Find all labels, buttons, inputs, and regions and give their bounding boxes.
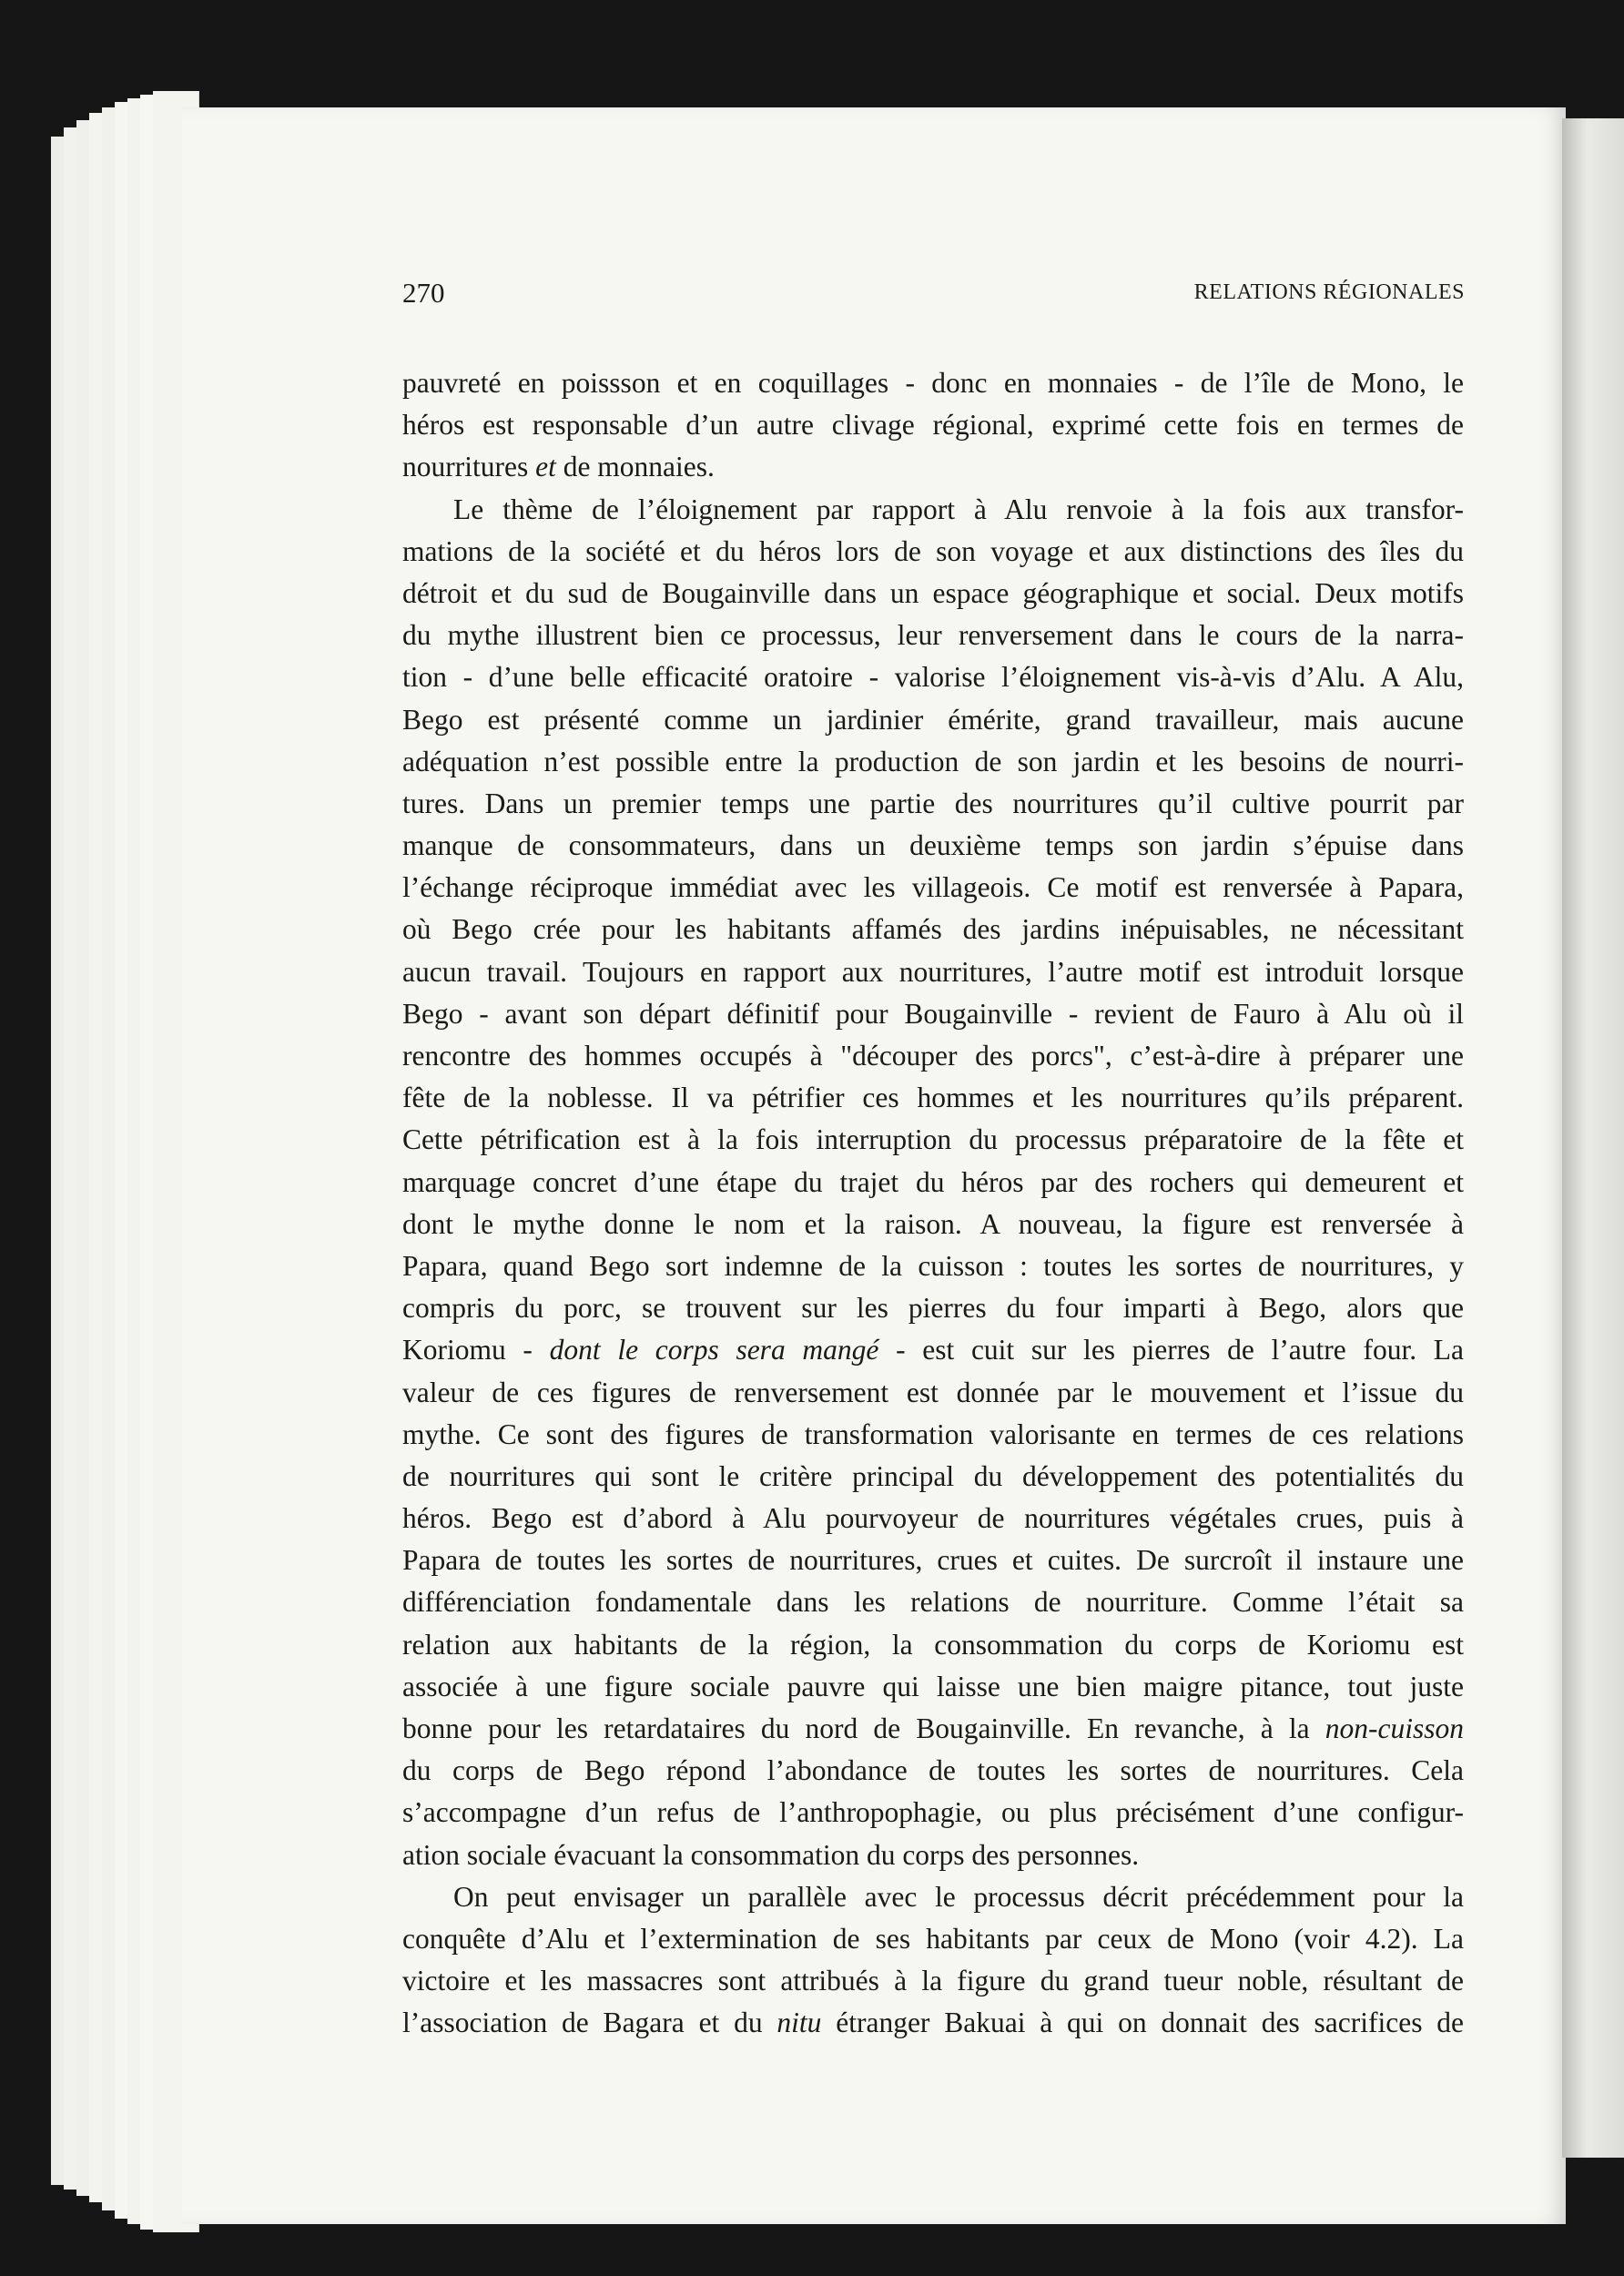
text-line: Cette pétrification est à la fois interruption du processus préparatoire de la fête et	[402, 1123, 1464, 1156]
text-line: Bego - avant son départ définitif pour Bougainville - revient de Fauro à Alu où il	[402, 997, 1464, 1030]
text-line: du corps de Bego répond l’abondance de toutes les sortes de nourritures. Cela	[402, 1754, 1464, 1787]
text-line: compris du porc, se trouvent sur les pierres du four imparti à Bego, alors que	[402, 1292, 1464, 1325]
text-line: marquage concret d’une étape du trajet du héros par des rochers qui demeurent et	[402, 1165, 1464, 1198]
text-line: dont le mythe donne le nom et la raison. A nouveau, la figure est renversée à	[402, 1207, 1464, 1240]
italic-word: et	[535, 451, 556, 483]
text-line: bonne pour les retardataires du nord de Bougainville. En revanche, à la non-cuisson	[402, 1712, 1464, 1744]
text-line: On peut envisager un parallèle avec le processus décrit précédemment pour la	[453, 1880, 1464, 1913]
text-line: héros est responsable d’un autre clivage régional, exprimé cette fois en termes de	[402, 409, 1464, 442]
text-line: tion - d’une belle efficacité oratoire - valorise l’éloignement vis-à-vis d’Alu. A Alu,	[402, 661, 1464, 694]
text-line: Bego est présenté comme un jardinier émérite, grand travailleur, mais aucune	[402, 703, 1464, 736]
italic-phrase: dont le corps sera mangé	[549, 1334, 879, 1367]
text-line: aucun travail. Toujours en rapport aux nourritures, l’autre motif est introduit lorsque	[402, 955, 1464, 988]
text-line: de nourritures qui sont le critère principal du développement des potentialités du	[402, 1459, 1464, 1492]
text-line: valeur de ces figures de renversement est donnée par le mouvement et l’issue du	[402, 1376, 1464, 1408]
italic-word: non-cuisson	[1325, 1712, 1464, 1744]
text-line: l’association de Bagara et du nitu étranger Bakuai à qui on donnait des sacrifices de	[402, 2007, 1464, 2039]
text-line: s’accompagne d’un refus de l’anthropophagie, ou plus précisément d’une configur-	[402, 1796, 1464, 1829]
text-line: relation aux habitants de la région, la consommation du corps de Koriomu est	[402, 1628, 1464, 1661]
text-line: tures. Dans un premier temps une partie des nourritures qu’il cultive pourrit par	[402, 787, 1464, 819]
text-line: mations de la société et du héros lors de son voyage et aux distinctions des îles du	[402, 534, 1464, 567]
text-line: ation sociale évacuant la consommation du corps des personnes.	[402, 1838, 1140, 1871]
text-line: différenciation fondamentale dans les relations de nourriture. Comme l’était sa	[402, 1586, 1464, 1619]
text-line: où Bego crée pour les habitants affamés des jardins inépuisables, ne nécessitant	[402, 913, 1464, 946]
text-line: fête de la noblesse. Il va pétrifier ces hommes et les nourritures qu’ils préparent.	[402, 1082, 1464, 1114]
text-line: adéquation n’est possible entre la production de son jardin et les besoins de nourri-	[402, 745, 1464, 777]
page-number: 270	[402, 277, 445, 309]
text-line: l’échange réciproque immédiat avec les villageois. Ce motif est renversée à Papara,	[402, 871, 1464, 904]
text-line: Koriomu - dont le corps sera mangé - est cuit sur les pierres de l’autre four. La	[402, 1334, 1464, 1367]
text-line: détroit et du sud de Bougainville dans un espace géographique et social. Deux motifs	[402, 576, 1464, 609]
text-line: nourritures et de monnaies.	[402, 451, 715, 483]
italic-word: nitu	[776, 2007, 822, 2039]
text-line: rencontre des hommes occupés à "découper des porcs", c’est-à-dire à préparer une	[402, 1040, 1464, 1072]
facing-page-edge	[1562, 118, 1624, 2158]
text-line: Le thème de l’éloignement par rapport à Alu renvoie à la fois aux transfor-	[453, 493, 1464, 525]
text-line: victoire et les massacres sont attribués à la figure du grand tueur noble, résultant de	[402, 1965, 1464, 1997]
running-header	[0, 277, 1624, 313]
text-line: pauvreté en poissson et en coquillages - donc en monnaies - de l’île de Mono, le	[402, 367, 1464, 399]
body-text	[402, 362, 1464, 2045]
text-line: Papara, quand Bego sort indemne de la cuisson : toutes les sortes de nourritures, y	[402, 1249, 1464, 1282]
text-line: du mythe illustrent bien ce processus, leur renversement dans le cours de la narra-	[402, 619, 1464, 652]
chapter-title: RELATIONS RÉGIONALES	[1193, 280, 1465, 304]
text-line: mythe. Ce sont des figures de transformation valorisante en termes de ces relations	[402, 1417, 1464, 1450]
text-line: associée à une figure sociale pauvre qui laisse une bien maigre pitance, tout juste	[402, 1670, 1464, 1702]
text-line: conquête d’Alu et l’extermination de ses habitants par ceux de Mono (voir 4.2). La	[402, 1922, 1464, 1955]
text-line: Papara de toutes les sortes de nourritures, crues et cuites. De surcroît il instaure une	[402, 1544, 1464, 1577]
text-line: manque de consommateurs, dans un deuxième temps son jardin s’épuise dans	[402, 829, 1464, 862]
text-line: héros. Bego est d’abord à Alu pourvoyeur de nourritures végétales crues, puis à	[402, 1502, 1464, 1535]
